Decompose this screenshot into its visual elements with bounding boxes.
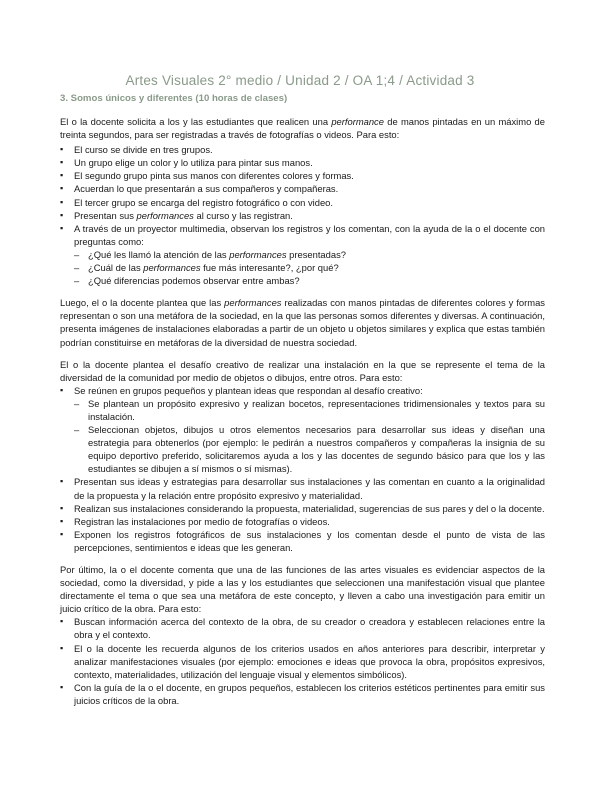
sub-list-item: – Seleccionan objetos, dibujos u otros elementos necesarios para desarrollar sus ideas y diseñan una estrategia para obtenerlos (por ejemplo: le pedirán a nuestros compañeros y compañeras la insignia de su equipo deportivo preferido, solicitaremos ayuda a los y las docentes de segundo básico para que los y las estudiantes se dibujen a sí mismos o sí mismas). bbox=[60, 423, 545, 475]
text-run: fue más interesante?, ¿por qué? bbox=[200, 262, 339, 274]
list-item: ▪ El tercer grupo se encarga del registro fotográfico o con video. bbox=[60, 196, 545, 209]
list-item: ▪ El curso se divide en tres grupos. bbox=[60, 143, 545, 156]
page-header-title: Artes Visuales 2° medio / Unidad 2 / OA 1;4 / Actividad 3 bbox=[125, 73, 475, 88]
text-run: Luego, el o la docente plantea que las bbox=[60, 297, 225, 309]
list-item: ▪ Registran las instalaciones por medio de fotografías o videos. bbox=[60, 515, 545, 528]
instructions-list bbox=[60, 143, 545, 287]
list-item bbox=[60, 209, 545, 222]
list-item: ▪ Presentan sus ideas y estrategias para desarrollar sus instalaciones y las comentan en cuanto a la originalidad de la propuesta y la relación entre propósito expresivo y materialidad. bbox=[60, 475, 545, 501]
text-run-italic: performances bbox=[136, 209, 194, 221]
list-item: ▪ A través de un proyector multimedia, observan los registros y los comentan, con la ayuda de la o el docente con preguntas como: bbox=[60, 222, 545, 248]
list-item: ▪ Un grupo elige un color y lo utiliza para pintar sus manos. bbox=[60, 156, 545, 169]
text-run: de manos pintadas en un máximo de treinta segundos, para ser registradas a través de fotografías o videos. Para esto: bbox=[60, 116, 545, 141]
text-run: ¿Cuál de las bbox=[88, 262, 144, 274]
list-item: ▪ Exponen los registros fotográficos de sus instalaciones y los comentan desde el punto de vista de las percepciones, sentimientos e ideas que les generan. bbox=[60, 528, 545, 554]
list-item: ▪ Con la guía de la o el docente, en grupos pequeños, establecen los criterios estéticos pertinentes para emitir sus juicios críticos de la obra. bbox=[60, 681, 545, 707]
text-run: realizadas con manos pintadas de diferentes colores y formas representan o son una metáfora de la sociedad, en la que las personas somos diferentes y diversas. A continuación, presenta imágenes de instalaciones elaboradas a partir de un objeto u objetos similares y explica que estas también podrían constituirse en metáforas de la diversidad de nuestra sociedad. bbox=[60, 297, 545, 348]
question-item bbox=[60, 261, 545, 274]
text-run: al curso y las registran. bbox=[193, 209, 293, 221]
list-item: ▪ Se reúnen en grupos pequeños y plantean ideas que respondan al desafío creativo: bbox=[60, 384, 545, 397]
text-run-italic: performance bbox=[331, 116, 384, 127]
list-item: ▪ El o la docente les recuerda algunos de los criterios usados en años anteriores para describir, interpretar y analizar manifestaciones visuales (por ejemplo: emociones e ideas que provoca la obra, propósitos expresivos, contexto, materialidades, utilización del lenguaje visual y elementos simbólicos). bbox=[60, 642, 545, 681]
list-item: ▪ Acuerdan lo que presentarán a sus compañeros y compañeras. bbox=[60, 182, 545, 195]
list-item: ▪ Buscan información acerca del contexto de la obra, de su creador o creadora y establecen relaciones entre la obra y el contexto. bbox=[60, 615, 545, 641]
intro-paragraph bbox=[60, 115, 545, 141]
text-run: Presentan sus bbox=[74, 209, 137, 221]
list-item: ▪ El segundo grupo pinta sus manos con diferentes colores y formas. bbox=[60, 169, 545, 182]
text-run-italic: performances bbox=[143, 262, 201, 274]
section-heading: 3. Somos únicos y diferentes (10 horas de clases) bbox=[60, 93, 288, 104]
metaphor-paragraph bbox=[60, 296, 545, 348]
question-item: – ¿Qué diferencias podemos observar entre ambas? bbox=[60, 274, 545, 287]
closing-paragraph: Por último, la o el docente comenta que una de las funciones de las artes visuales es evidenciar aspectos de la sociedad, como la diversidad, y pide a las y los estudiantes que seleccionen una manifestación visual que plantee directamente el tema o que sea una metáfora de este concepto, y lleven a cabo una investigación para emitir un juicio crítico de la obra. Para esto: bbox=[60, 564, 545, 615]
text-run: El o la docente solicita a los y las estudiantes que realicen una bbox=[60, 116, 332, 127]
question-item bbox=[60, 248, 545, 261]
challenge-list bbox=[60, 384, 545, 554]
list-item: ▪ Realizan sus instalaciones considerando la propuesta, materialidad, sugerencias de sus pares y del o la docente. bbox=[60, 502, 545, 515]
text-run: presentadas? bbox=[286, 248, 346, 260]
text-run: ¿Qué les llamó la atención de las bbox=[88, 248, 230, 260]
text-run-italic: performances bbox=[229, 248, 287, 260]
document-body bbox=[60, 115, 545, 707]
sub-list-item: – Se plantean un propósito expresivo y realizan bocetos, representaciones tridimensionales y textos para su instalación. bbox=[60, 397, 545, 423]
text-run-italic: performances bbox=[224, 297, 282, 309]
closing-list bbox=[60, 615, 545, 707]
challenge-paragraph: El o la docente plantea el desafío creativo de realizar una instalación en la que se represente el tema de la diversidad de la comunidad por medio de objetos o dibujos, entre otros. Para esto: bbox=[60, 358, 545, 383]
